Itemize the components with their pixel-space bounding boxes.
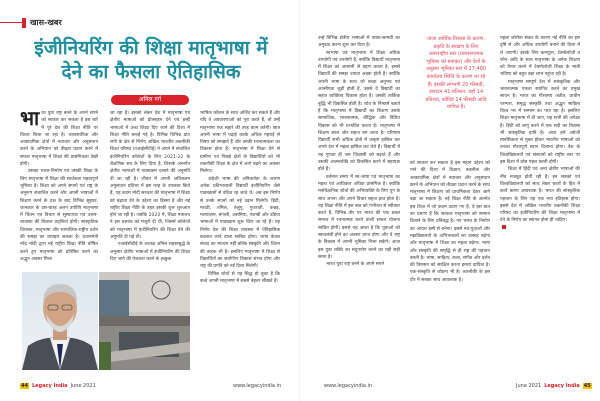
paragraph: स्वभाषा एवं मातृभाषा में शिक्षा अधिक उपयोगी एवं उपयोगी है, क्योंकि विद्यार्थी मातृभाषा में शिक्षा को आसानी से ग्रहण करता है, इससे विद्यार्थी की समझ ज्यादा अच्छा होती है। क्योंकि अपनी भाषा के साथ जो बच्चा अनुभव एवं आत्मीयता जुड़ी होती है, उससे वे विद्यार्थी का सहज व्यक्तित्व विकास होता है। उसकी तार्किक बुद्धि भी विकसित होती है। शोध के निष्कर्ष बताते हैं कि मातृभाषा में विद्यार्थी का शिक्षण उसके सामाजिक, भावनात्मक, बौद्धिक और विविध विकास को भी प्रभावित करता है। मातृभाषा में शिक्षण सरल और सहज बन जाता है। परिणाम विद्यार्थी सभी अधिक क्षेत्रों में उत्कृष्ट हासिल कर अपने देश में महत्व हासिल कर लेते हैं। विद्यार्थी में यह गुणता ही जन जिज्ञासी को बढ़ाते हैं और उसकी आत्मशक्ति को विकसित करने में सहायक होते हैं। (318, 50, 400, 173)
headline-line-1: इंजीनियरिंग की शिक्षा मातृभाषा में (34, 37, 268, 59)
paragraph: उसका भारत-निर्माण एवं उसकी शिक्षा के लिए मातृभाषा में शिक्षा की सार्थकता महत्वपूर्ण भूमिका है। शिक्षा को अपने सपनों एवं राष्ट्र के अनुरूप संचालित करने और अपनी भाषाओं में शिक्षण करने के प्रश्न के बाद विभिन्न सुझाव, जानकार के दस-बारह अलग उपोत्पि मातृभाषा में चिंतन एवं विचार से सुस्थापक एवं उत्तम-व्यवस्था की विशाल प्रवृत्तियां होगी। सांस्कृतिक विरासत, मातृभाषा और सामाजिक-राष्ट्रीय दर्शन की समझ का व्यवहार सकता है। प्रधानमंत्री नरेंद्र मोदी द्वारा नई राष्ट्रीय शिक्षा नीति घोषित करने हुए मातृभाषा को प्रतिष्ठित करने का अद्भुत अवसर मिला (20, 169, 98, 262)
end-mark-icon (502, 225, 506, 229)
left-footer (20, 383, 96, 389)
paragraph: एआईसीटीई के अध्यक्ष अनिल सहस्त्रबुद्धे के अनुसार क्षेत्रीय भाषाओं में इंजीनियरिंग की शिक्षा दिए जाने की पेशकश करने के इच्छुक (110, 242, 190, 262)
right-column-3 (500, 35, 580, 367)
magazine-name: Legacy India (31, 383, 68, 389)
kicker-bar (22, 18, 26, 28)
left-column-1 (20, 110, 98, 270)
issue-date: June 2021 (516, 383, 542, 389)
section-kicker (0, 17, 62, 28)
right-footer (516, 383, 592, 389)
paragraph: वर्तमान समय में स्व-भाषा एवं मातृभाषा का महत्व एवं आधिकार अधिक प्रासंगिक है। क्योंकि मनोवैज्ञानिक शोधों की अभिव्यक्ति के लिए युग के साथ अपना और अपने विचार सहज ज्ञात होता है। यह शिक्षा नीति में इस बात को गंभीरता से स्वीकार करते हैं, विभिन्न तौर पर भारत की एक प्रबल समाज में रचनात्मक करने वाली सफल योजना साबित होगी। इससे यह आशा है कि युवाओं को स्वावलंबी होने का अवसर प्राप्त होगा और वे राष्ट्र के विकास में अपनी भूमिका निभा सकेंगे। आज इस युवा शक्ति का सदुपयोग करने का यही सही समय है। (318, 174, 400, 260)
portrait-photo (22, 272, 98, 370)
kicker-line (0, 22, 22, 24)
paragraph: मातृभाषा सम्पूर्ण देश में सांस्कृतिक और भावनात्मक एकता स्थापित करने का प्रमुख साधन है। भारत का गौरवमय अतीत, प्राचीन परम्परा, समृद्ध संस्कृति तथा अद्भुत साहित्य विश्व भर में सम्मान का पात्र रहा है। इसलिए शिक्षा मातृभाषा में दी जाए, यह सभी की अपेक्षा है। हिंदी को लागू करने में एक सदी का विलम्ब भी सांस्कृतिक हानि है। आज हमें अंग्रेजी मानसिकता से मुक्त होकर भारतीय भाषाओं को उनका गौरवपूर्ण स्थान दिलाना होगा। देश के विश्वविद्यालयों एवं संस्थानों को राष्ट्रीय स्तर पर इस दिशा में ठोस पहल करनी होगी। (500, 79, 580, 166)
drop-cap: भा (20, 110, 40, 130)
paragraph: पहला कोरोना संकट के कारण नई नीति का इस दृष्टि से और अधिक उपयोगी बनाने की दिशा में ले जाएगी। इसके लिए कम्प्यूटर, टेक्नोलॉजी व फोन आदि के साथ मातृभाषा के अनेक शिक्षण को तैयार करने में टेक्नोलॉजी शिक्षा के भावी भविष्य को बहुत बड़ा लाभ पहुंचा रही है। (500, 36, 580, 78)
paragraph: को साकार कर सकता है इस महान उद्देश्य को पाने की दिशा में विज्ञान, तकनीक और आकादमिक क्षेत्रों में नवाचार और अनुसंधान करने के अभियान को तीव्रता प्रदान करने के साथ मातृभाषा में शिक्षण को प्राथमिकता देकर आगे बढ़ा जा सकता है। नई शिक्षा नीति के अंतर्गत इस दिशा में जो कदम उठाए गए हैं, वे इस बात का प्रमाण हैं कि सरकार मातृभाषा को सम्मान दिलाने के लिए प्रतिबद्ध है। नए भारत के निर्माण का आधार इसी से बनेगा। इससे नव-युवाओं और महाविद्यालयों के अभिभावकों का उत्साह बढ़ेगा और मातृभाषा में शिक्षा का महत्व बढ़ेगा। भाषा और संस्कृति की समृद्धि से ही राष्ट्र की पहचान बनती है। भाषा, साहित्य, कला, संगीत और दर्शन की विरासत को संरक्षित करना हमारा दायित्व है। एक-संस्कृति से जोड़ना भी है। तकनीकी के इस दौर में सबका साथ आवश्यक है। (410, 161, 490, 283)
paragraph: भारत युवा राष्ट्र बनने के अपने सपने (326, 262, 385, 268)
page-number: 44 (21, 383, 28, 389)
magazine-name: Legacy India (544, 383, 580, 389)
left-url[interactable]: www.legacyindia.in (233, 383, 282, 389)
left-column-2 (110, 110, 190, 270)
author-byline: अनिल गर्ग (111, 95, 189, 105)
paragraph: विभिन्न शोधों से यह सिद्ध हो चुका है कि बच्चे अपनी मातृभाषा में सबसे बेहतर सीखते हैं। (200, 271, 280, 284)
paragraph: भाषिक कौशल के साथ अर्जित कर सकते हैं और यदि वे अवधारणाओं को पूरा करते हैं, तो उन्हें मातृभाषा एक सहारे की तरह काम करेगी। छात्र अपनी भाषा में पढ़ाई करके अधिक गहराई से विषय को समझते हैं और उनकी रचनात्मकता का विकास होता है। मातृभाषा में शिक्षा देने से ग्रामीण एवं पिछड़े क्षेत्रों के विद्यार्थियों को भी तकनीकी शिक्षा के क्षेत्र में आगे बढ़ने का अवसर मिलेगा। (200, 111, 280, 175)
headline (20, 36, 282, 84)
right-page (300, 0, 600, 401)
paragraph: शिक्षा में हिंदी एवं अन्य क्षेत्रीय भाषाओं की नींव मजबूत होती रही है। इन सबको एवं विश्वविद्यालयों को साथ लेकर छात्रों के हित में कार्य करना आवश्यक है। भारत की सांस्कृतिक पहचान के लिए यह एक नया इतिहास होगा। इससे देश में अखिल भारतीय तकनीकी शिक्षा परिषद का इंजीनियरिंग की शिक्षा मातृभाषा में देने के निर्णय का स्वागत होना ही चाहिए। (500, 167, 580, 224)
paragraph: अंग्रेजी भाषा की अनिवार्यता के कारण अनेक प्रतिभाशाली विद्यार्थी इंजीनियरिंग जैसे पाठ्यक्रमों से वंचित रह जाते थे। अब इस निर्णय से उनके सपनों को नई उड़ान मिलेगी। हिंदी, मराठी, तमिल, तेलुगु, गुजराती, कन्नड़, मलयालम, बंगाली, असमिया, पंजाबी और उड़िया भाषाओं में पाठ्यक्रम शुरू किए जा रहे हैं। यह निर्णय देश की शिक्षा व्यवस्था में ऐतिहासिक बदलाव लाने वाला साबित होगा। भाषा केवल संवाद का माध्यम नहीं बल्कि संस्कृति और चिंतन की वाहक भी है। इसलिए मातृभाषा में शिक्षा से विद्यार्थियों का सर्वांगीण विकास संभव होगा और राष्ट्र की प्रगति को नई दिशा मिलेगी। (200, 176, 280, 270)
headline-line-2: देने का फैसला ऐतिहासिक (61, 61, 241, 83)
right-url[interactable]: www.legacyindia.in (324, 383, 373, 389)
paragraph: रत युवा राष्ट्र बनने के अपने सपने को साकार कर सकता है इस बारे में पूरे देश की शिक्षा नीति पर विचार किया जा रहा है। व्यावसायिक और आकादमिक क्षेत्रों में नवाचार और अनुसंधान करने के अभियान को तीव्रता प्रदान करने में सफल मातृभाषा में शिक्षा की प्रासंगिकता देखी होगी। (20, 111, 98, 168)
paragraph: उन्हें विभिन्न क्षेत्रीय भाषाओं में पाठ्य-सामग्री का अनुवाद करना शुरू कर दिया है। (318, 36, 400, 49)
page-number: 45 (583, 383, 591, 389)
issue-date: June 2021 (70, 383, 96, 389)
right-column-1 (318, 35, 400, 367)
pull-quote: ताजा आर्थिक विकास के कारण, प्रकृति के संरक्षण के लिए अंतरराष्ट्रीय स्तर (प्रशासनात्मक भूमिका को बनाकर) और देशों के अनुसार भूमिका स्तर में 27,400 कार्यालय स्थिति के कारण जा रहे हैं। इसकी लगभगी 20 फीसदी, उत्पादन 41 प्रतिशत, यहाँ 14 प्रतिशत, कोविड 14 फीसदी आदि शामिल हैं। (425, 36, 487, 111)
left-column-3 (200, 110, 280, 372)
building-photo (99, 272, 190, 370)
paragraph: जा रहा है। इसको लेकर देश में मातृभाषा एवं क्षेत्रीय भाषाओं को प्रोत्साहन देने एवं इन्हीं भाषाओं में उच्च शिक्षा दिए जाने की दिशा में शिक्षा नीति बनाई गई है। विभिन्न विभिन्न प्रांत लगी के क्षेत्र से निर्णय अखिल भारतीय तकनीकी शिक्षा परिषद (एआईसीटीई) ने अपने में संचालित इंजीनियरिंग कॉलेजों के लिए 2021-22 के शैक्षणिक सत्र के लिए दिया है, जिसके अन्तर्गत क्षेत्रीय भाषाओं में पाठ्यक्रम चलाने की अनुमति दी जा रही है। जीवन में अपनी अधिकतम अनुसंधान प्रतिभा में इस तरह के उपलब्ध किये हैं, यह कदम मोदी सरकार की मातृभाषा में शिक्षा को बढ़ावा देने के उद्देश्य का हिस्सा है और नई राष्ट्रीय शिक्षा नीति के तहत इसकी शुरू शुरुआत होने जा रही है। जबकि 2020 में, शिक्षा मंत्रालय ने इस प्रस्ताव को मंजूरी दी थी, जिसमें कॉलेजों को मातृभाषा में इंजीनियरिंग की शिक्षा देने की अनुमति दी गई थी। (110, 111, 190, 241)
section-label: खास-खबर (30, 18, 62, 27)
right-column-2 (410, 160, 490, 370)
